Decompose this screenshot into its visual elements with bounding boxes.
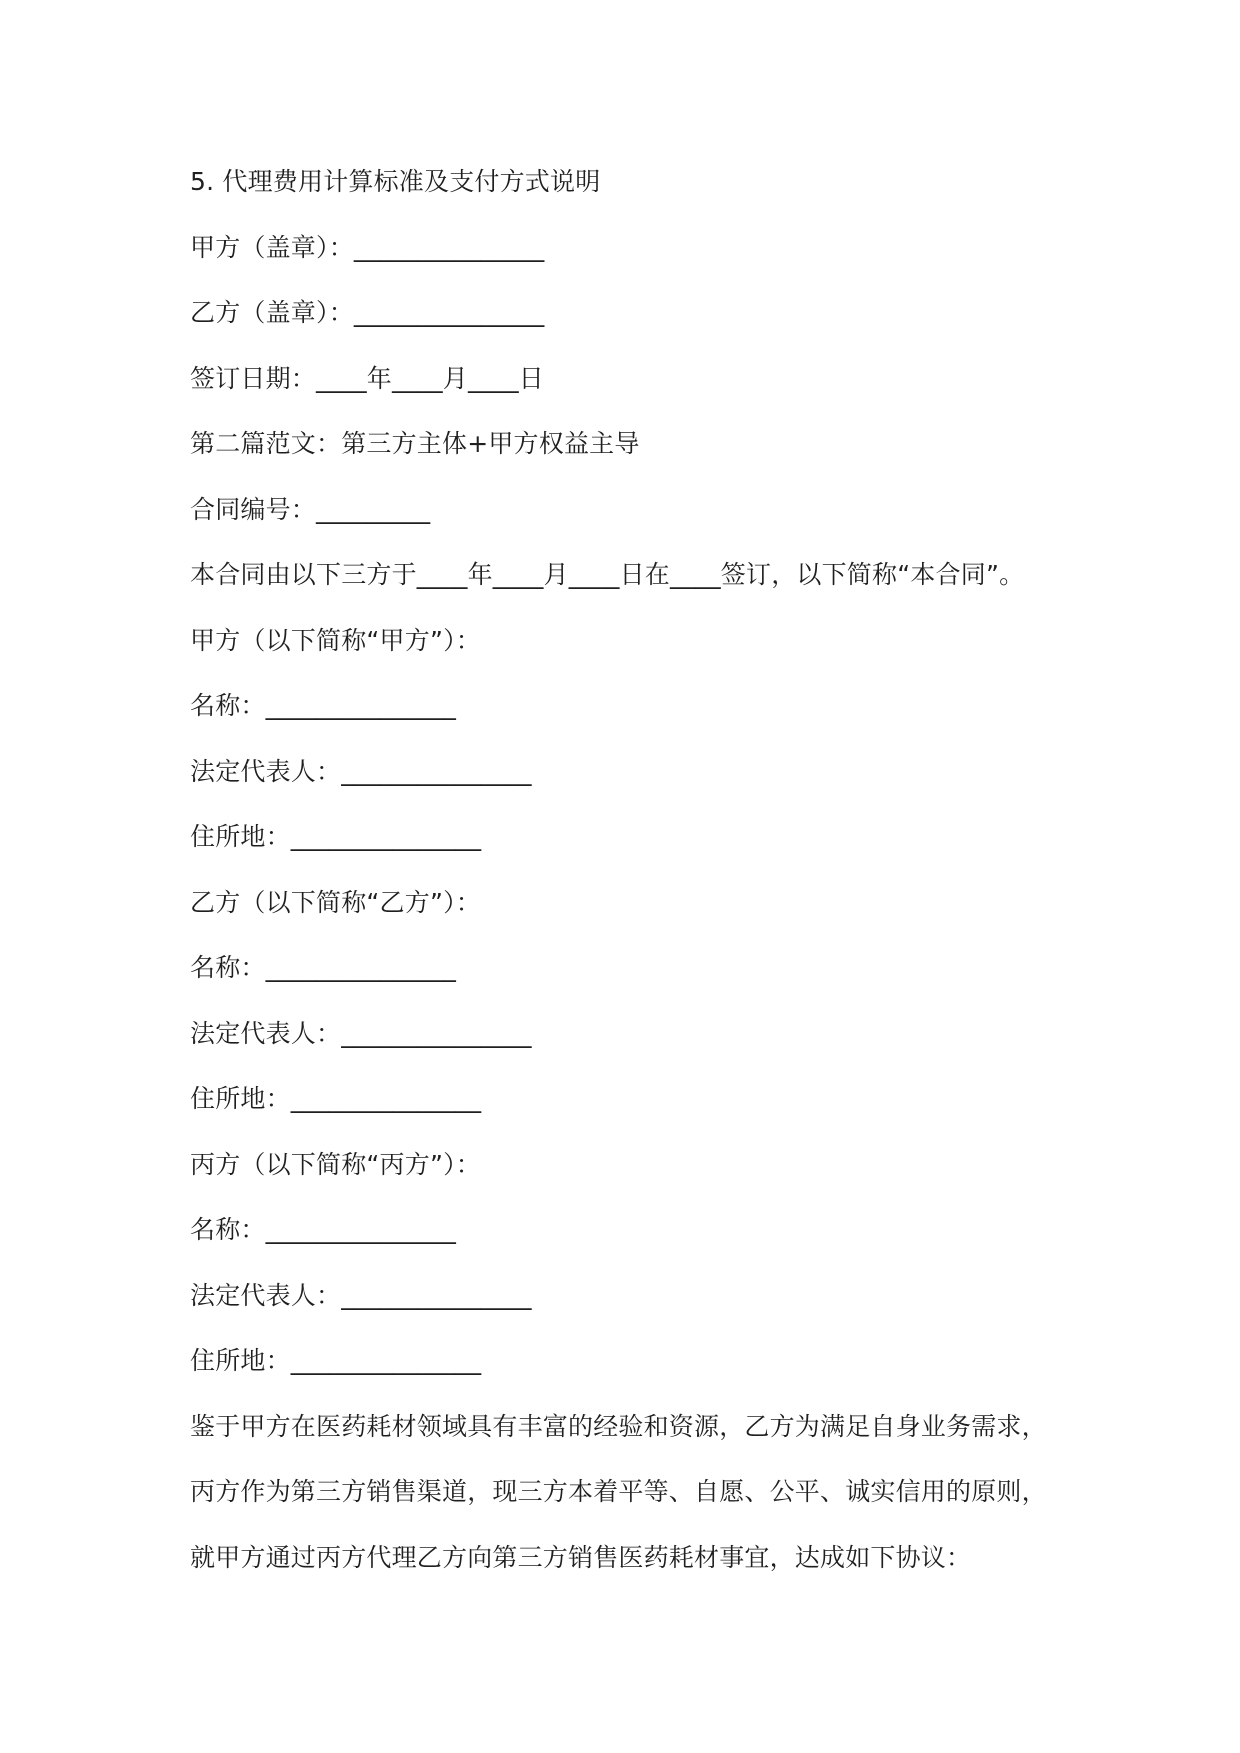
party-b-heading: 乙方（以下简称“乙方”）： bbox=[190, 887, 482, 917]
contract-number-line: 合同编号：_________ bbox=[190, 494, 431, 524]
second-template-title: 第二篇范文：第三方主体+甲方权益主导 bbox=[190, 429, 640, 458]
party-a-name-line: 名称：_______________ bbox=[190, 691, 457, 720]
party-a-seal-line: 甲方（盖章）：_______________ bbox=[190, 232, 545, 262]
party-c-legal-rep-line: 法定代表人：_______________ bbox=[190, 1280, 532, 1310]
party-c-address-line: 住所地：_______________ bbox=[190, 1346, 482, 1375]
recital-paragraph-line-1: 鉴于甲方在医药耗材领域具有丰富的经验和资源，乙方为满足自身业务需求， bbox=[190, 1411, 1047, 1441]
party-b-legal-rep-line: 法定代表人：_______________ bbox=[190, 1018, 532, 1048]
party-b-name-line: 名称：_______________ bbox=[190, 953, 457, 982]
party-a-heading: 甲方（以下简称“甲方”）： bbox=[190, 625, 482, 655]
signing-date-line: 签订日期：____年____月____日 bbox=[190, 363, 545, 393]
party-c-heading: 丙方（以下简称“丙方”）： bbox=[190, 1149, 482, 1179]
party-a-legal-rep-line: 法定代表人：_______________ bbox=[190, 756, 532, 786]
recital-paragraph-line-2: 丙方作为第三方销售渠道，现三方本着平等、自愿、公平、诚实信用的原则， bbox=[190, 1477, 1047, 1506]
section-heading-agency-fee: 5. 代理费用计算标准及支付方式说明 bbox=[190, 167, 601, 196]
party-c-name-line: 名称：_______________ bbox=[190, 1215, 457, 1244]
recital-paragraph-line-3: 就甲方通过丙方代理乙方向第三方销售医药耗材事宜，达成如下协议： bbox=[190, 1542, 972, 1572]
party-a-address-line: 住所地：_______________ bbox=[190, 822, 482, 851]
document-body bbox=[190, 160, 1070, 1601]
party-b-seal-line: 乙方（盖章）：_______________ bbox=[190, 298, 545, 327]
party-b-address-line: 住所地：_______________ bbox=[190, 1084, 482, 1113]
contract-intro-line: 本合同由以下三方于____年____月____日在____签订，以下简称“本合同”。 bbox=[190, 560, 1025, 589]
